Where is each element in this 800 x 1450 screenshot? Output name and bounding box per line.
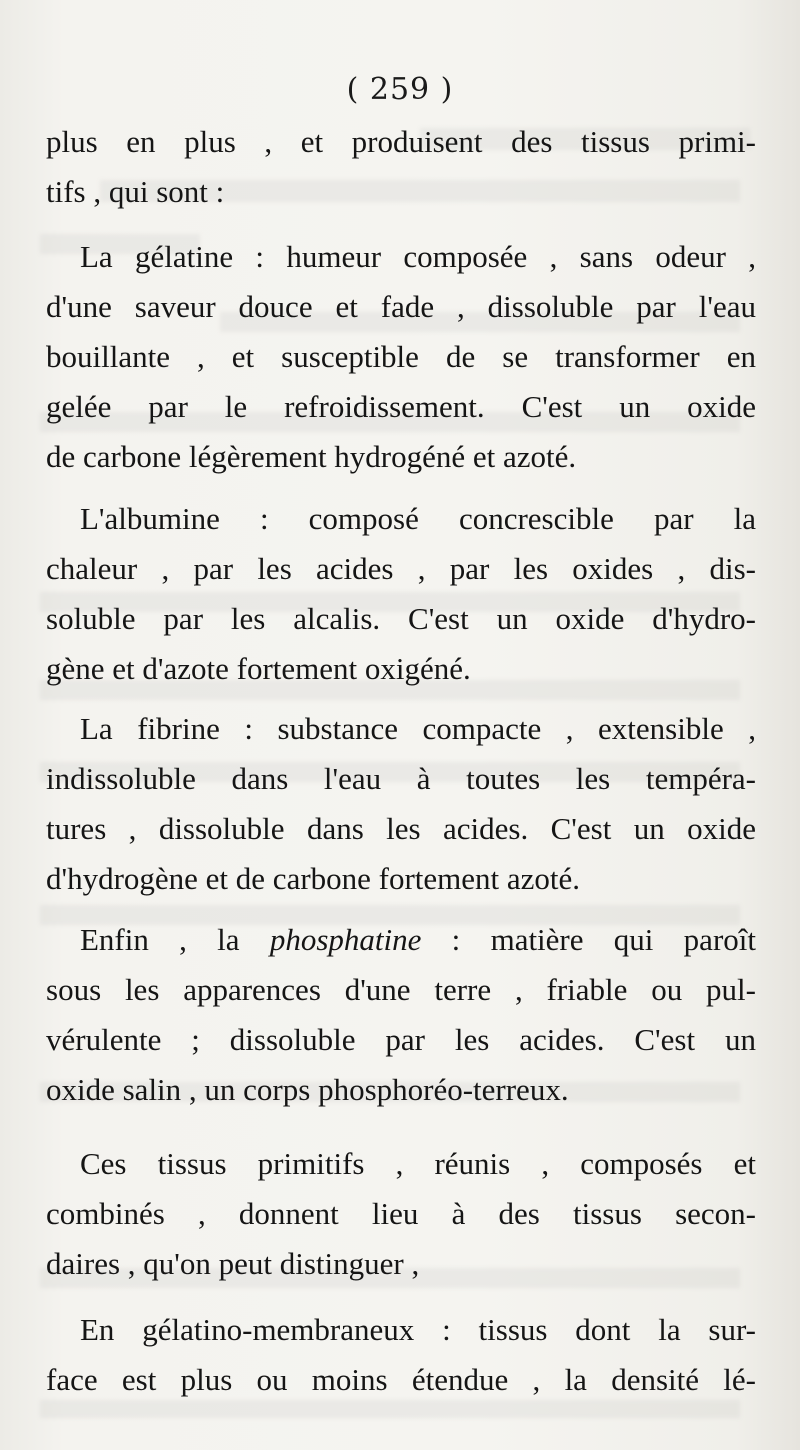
text-line: gelée par le refroidissement. C'est un oxide — [46, 389, 756, 424]
text-line: oxide salin , un corps phosphoréo-terreux. — [46, 1072, 569, 1107]
paragraph-gelatino-membraneux — [46, 1305, 756, 1405]
text-line: gène et d'azote fortement oxigéné. — [46, 651, 471, 686]
text-line: L'albumine : composé concrescible par la — [80, 501, 756, 536]
paragraph-albumine — [46, 494, 756, 694]
text-line: tifs , qui sont : — [46, 174, 225, 209]
text-line: vérulente ; dissoluble par les acides. C'est un — [46, 1022, 756, 1057]
text-line: d'hydrogène et de carbone fortement azoté. — [46, 861, 581, 896]
text-run: Enfin , la — [80, 922, 270, 957]
text-line: En gélatino-membraneux : tissus dont la sur- — [80, 1312, 756, 1347]
text-line — [46, 915, 756, 965]
text-line: tures , dissoluble dans les acides. C'est un oxide — [46, 811, 756, 846]
text-line: chaleur , par les acides , par les oxides , dis- — [46, 551, 756, 586]
paragraph-fibrine — [46, 704, 756, 904]
text-line: combinés , donnent lieu à des tissus secon- — [46, 1196, 756, 1231]
text-line: daires , qu'on peut distinguer , — [46, 1246, 420, 1281]
text-line: La fibrine : substance compacte , extensible , — [80, 711, 756, 746]
paragraph-phosphatine — [46, 915, 756, 1115]
text-line: plus en plus , et produisent des tissus primi- — [46, 124, 756, 159]
paragraph-intro — [46, 117, 756, 217]
italic-term: phosphatine — [269, 922, 422, 957]
text-line: soluble par les alcalis. C'est un oxide d'hydro- — [46, 601, 756, 636]
text-run: : matière qui paroît — [421, 922, 756, 957]
paragraph-tissus — [46, 1139, 756, 1289]
page-number: ( 259 ) — [346, 72, 454, 107]
text-line: d'une saveur douce et fade , dissoluble par l'eau — [46, 289, 756, 324]
text-line: sous les apparences d'une terre , friable ou pul- — [46, 972, 756, 1007]
text-line: bouillante , et susceptible de se transformer en — [46, 339, 756, 374]
text-line: Ces tissus primitifs , réunis , composés et — [80, 1146, 756, 1181]
text-line: de carbone légèrement hydrogéné et azoté. — [46, 439, 577, 474]
text-line: La gélatine : humeur composée , sans odeur , — [80, 239, 756, 274]
text-line: indissoluble dans l'eau à toutes les tempéra- — [46, 761, 756, 796]
paragraph-gelatine — [46, 232, 756, 482]
text-line: face est plus ou moins étendue , la densité lé- — [46, 1362, 756, 1397]
